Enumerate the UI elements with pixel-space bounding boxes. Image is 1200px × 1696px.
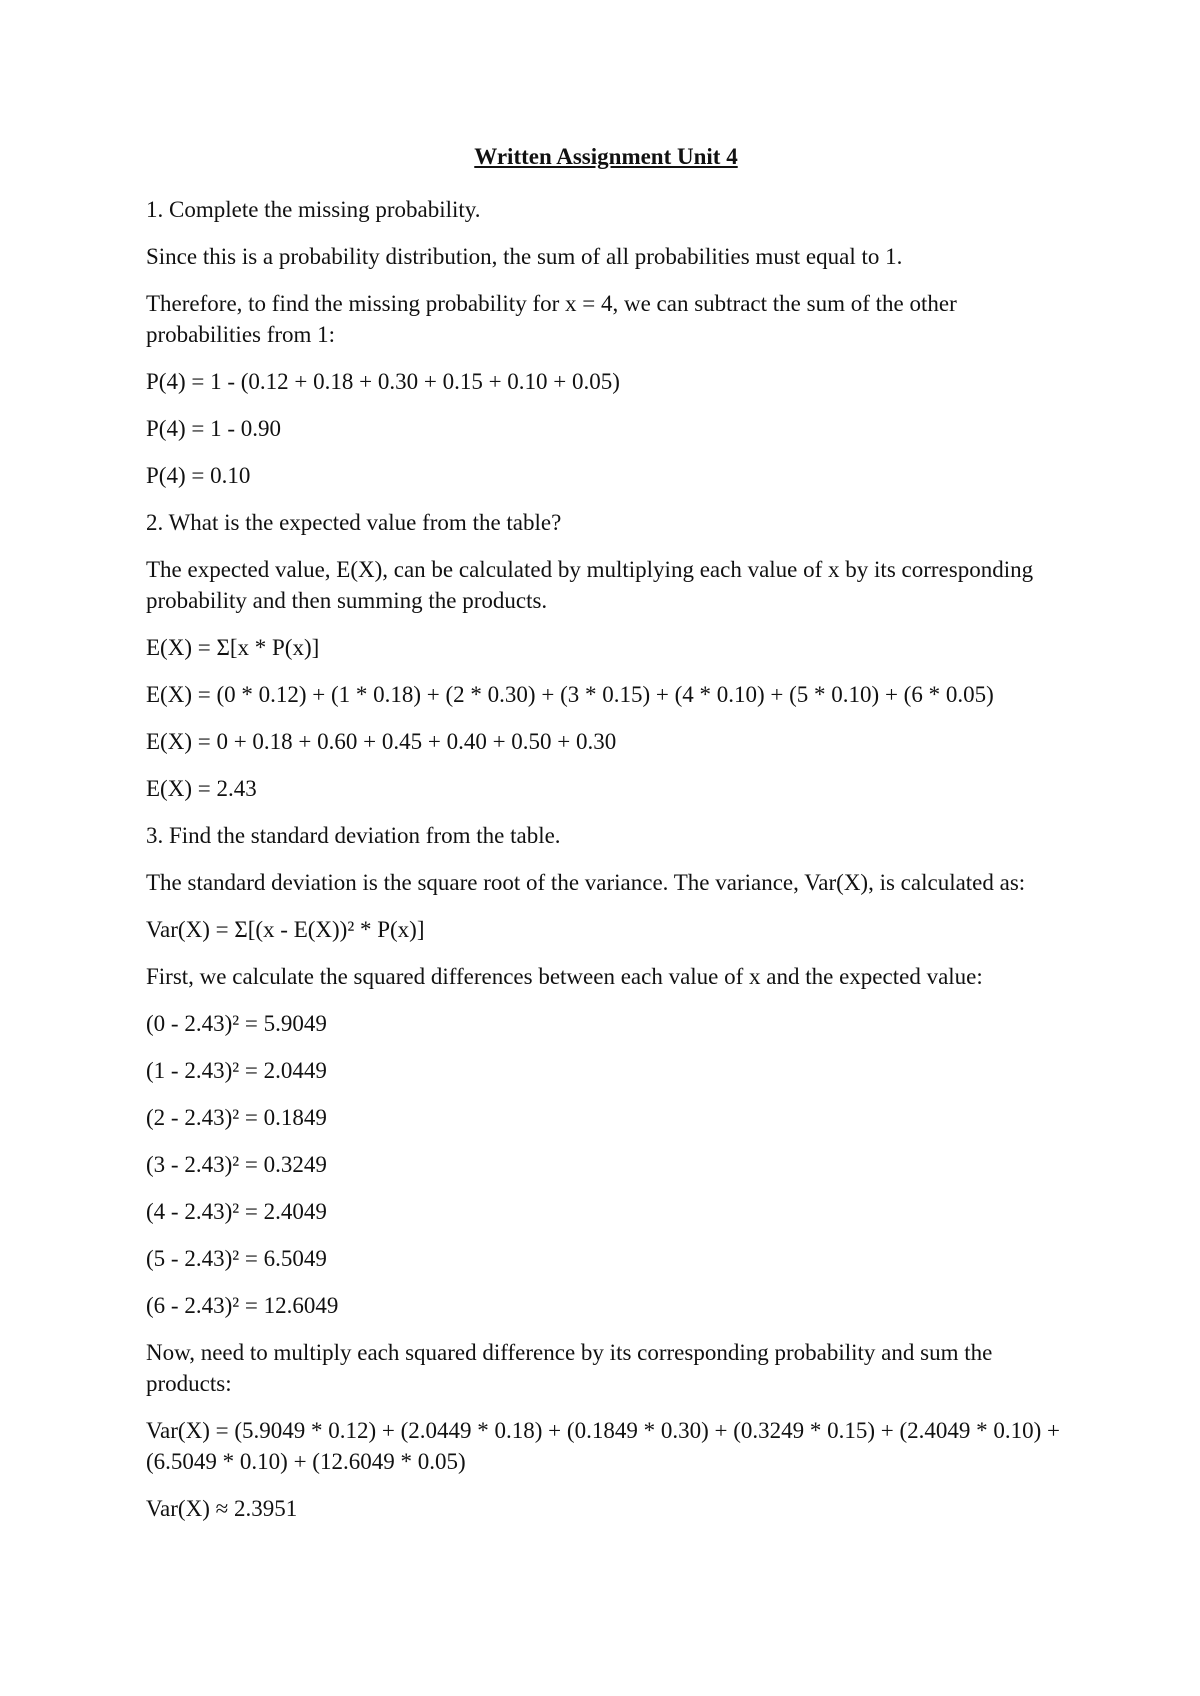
paragraph: Now, need to multiply each squared difference by its corresponding probability and sum the products: xyxy=(146,1340,999,1396)
equation-line: Var(X) = Σ[(x - E(X))² * P(x)] xyxy=(146,917,425,942)
equation-line: P(4) = 1 - 0.90 xyxy=(146,416,281,441)
equation-line: (2 - 2.43)² = 0.1849 xyxy=(146,1105,327,1130)
equation-line: E(X) = 2.43 xyxy=(146,776,257,801)
question-2-heading: 2. What is the expected value from the table? xyxy=(146,510,562,535)
equation-line: (3 - 2.43)² = 0.3249 xyxy=(146,1152,327,1177)
paragraph: Since this is a probability distribution, the sum of all probabilities must equal to 1. xyxy=(146,244,903,269)
question-3-heading: 3. Find the standard deviation from the table. xyxy=(146,823,561,848)
document-title: Written Assignment Unit 4 xyxy=(474,144,738,169)
equation-line: (5 - 2.43)² = 6.5049 xyxy=(146,1246,327,1271)
equation-line: Var(X) ≈ 2.3951 xyxy=(146,1496,298,1521)
equation-line: Var(X) = (5.9049 * 0.12) + (2.0449 * 0.18) + (0.1849 * 0.30) + (0.3249 * 0.15) + (2.4049 * 0.10) + (6.5049 * 0.10) + (12.6049 * 0.05) xyxy=(146,1418,1066,1474)
paragraph: The expected value, E(X), can be calculated by multiplying each value of x by its corresponding probability and then summing the products. xyxy=(146,557,1039,613)
equation-line: E(X) = (0 * 0.12) + (1 * 0.18) + (2 * 0.30) + (3 * 0.15) + (4 * 0.10) + (5 * 0.10) + (6 * 0.05) xyxy=(146,682,994,707)
equation-line: (4 - 2.43)² = 2.4049 xyxy=(146,1199,327,1224)
equation-line: P(4) = 0.10 xyxy=(146,463,251,488)
paragraph: Therefore, to find the missing probability for x = 4, we can subtract the sum of the other probabilities from 1: xyxy=(146,291,963,347)
equation-line: P(4) = 1 - (0.12 + 0.18 + 0.30 + 0.15 + 0.10 + 0.05) xyxy=(146,369,620,394)
document-body xyxy=(146,142,1066,1540)
equation-line: E(X) = 0 + 0.18 + 0.60 + 0.45 + 0.40 + 0.50 + 0.30 xyxy=(146,729,617,754)
equation-line: (1 - 2.43)² = 2.0449 xyxy=(146,1058,327,1083)
paragraph: The standard deviation is the square root of the variance. The variance, Var(X), is calculated as: xyxy=(146,870,1026,895)
equation-line: E(X) = Σ[x * P(x)] xyxy=(146,635,320,660)
equation-line: (6 - 2.43)² = 12.6049 xyxy=(146,1293,339,1318)
question-1-heading: 1. Complete the missing probability. xyxy=(146,197,481,222)
equation-line: (0 - 2.43)² = 5.9049 xyxy=(146,1011,327,1036)
paragraph: First, we calculate the squared differences between each value of x and the expected value: xyxy=(146,964,983,989)
